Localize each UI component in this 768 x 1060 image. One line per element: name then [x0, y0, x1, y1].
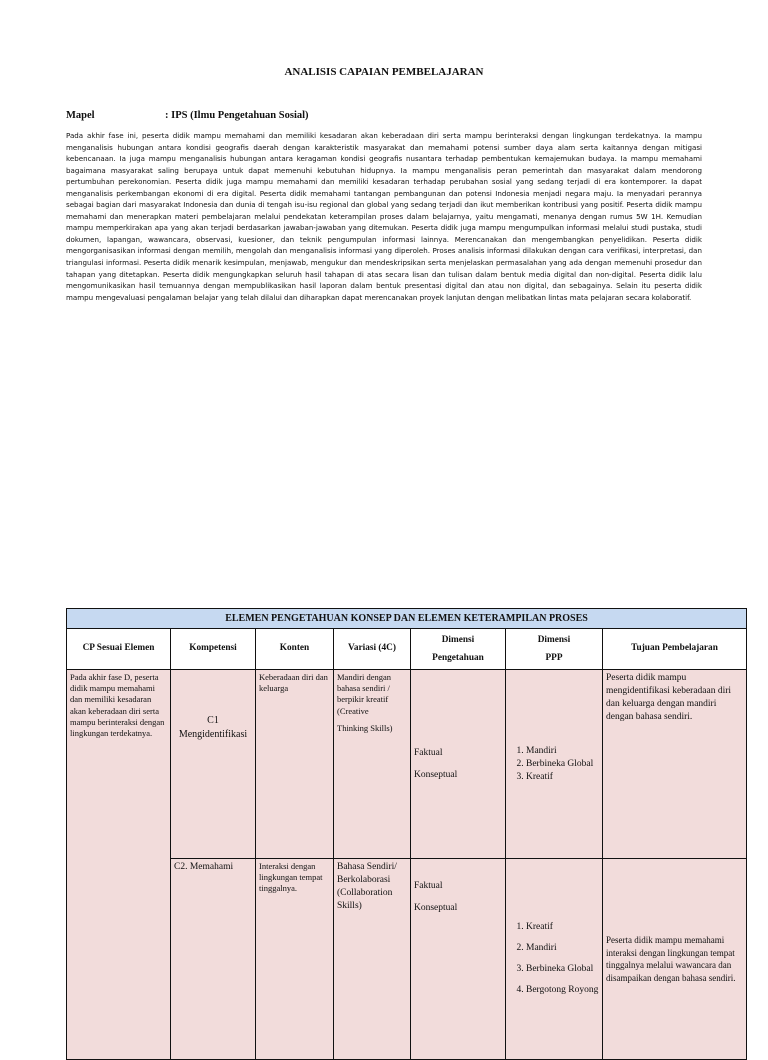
list-item: 2. Mandiri: [526, 942, 599, 955]
header-cp: CP Sesuai Elemen: [67, 629, 171, 670]
list-item: 3. Kreatif: [526, 771, 599, 784]
konten-cell: Keberadaan diri dan keluarga: [256, 670, 334, 859]
table-row: [67, 670, 747, 859]
list-item: 1. Kreatif: [526, 921, 599, 934]
konten-cell: Interaksi dengan lingkungan tempat tinggalnya.: [256, 859, 334, 1060]
mapel-value: : IPS (Ilmu Pengetahuan Sosial): [165, 110, 309, 121]
list-item: 4. Bergotong Royong: [526, 984, 599, 997]
header-dimensi-pengetahuan: [411, 629, 506, 670]
kompetensi-code: C1: [207, 715, 219, 726]
list-item: 3. Berbineka Global: [526, 963, 599, 976]
table-title-row: [67, 609, 747, 629]
dimensi-ppp-cell: [506, 670, 603, 859]
dimensi-faktual: Faktual: [414, 748, 443, 758]
cp-cell: Pada akhir fase D, peserta didik mampu memahami dan memiliki kesadaran akan keberadaan diri serta mampu berinteraksi dengan lingkungan terdekatnya.: [67, 670, 171, 1060]
dimensi-ppp-cell: [506, 859, 603, 1060]
dimensi-faktual: Faktual: [414, 881, 443, 891]
tujuan-cell: Peserta didik mampu memahami interaksi dengan lingkungan tempat tinggalnya melalui wawancara dan disampaikan dengan bahasa sendiri.: [603, 859, 747, 1060]
list-item: 1. Mandiri: [526, 745, 599, 758]
ppp-list: [509, 745, 599, 784]
variasi-text: Mandiri dengan bahasa sendiri / berpikir kreatif (Creative: [337, 672, 392, 716]
element-table: [66, 608, 747, 1060]
dimensi-pengetahuan-cell: [411, 859, 506, 1060]
dimensi-konseptual: Konseptual: [414, 903, 458, 913]
header-dimensi-ppp: [506, 629, 603, 670]
header-dimensi-ppp-line1: Dimensi: [537, 635, 571, 645]
ppp-list: [509, 921, 599, 997]
header-tujuan: Tujuan Pembelajaran: [603, 629, 747, 670]
tujuan-cell: Peserta didik mampu mengidentifikasi keberadaan diri dan keluarga dengan mandiri dengan bahasa sendiri.: [603, 670, 747, 859]
header-kompetensi: Kompetensi: [171, 629, 256, 670]
cp-description: Pada akhir fase ini, peserta didik mampu memahami dan memiliki kesadaran akan keberadaan diri serta mampu berinteraksi dengan lingkungan terdekatnya. Ia mampu menganalisis hubungan antara kondisi geografis daerah dengan karakteristik masyarakat dan memahami potensi sumber daya alam serta kaitannya dengan mitigasi kebencanaan. Ia juga mampu menganalisis hubungan antara keragaman kondisi geografis nusantara terhadap pembentukan kemajemukan budaya. Ia mampu memahami bagaimana masyarakat saling berupaya untuk dapat memenuhi kebutuhan hidupnya. Ia mampu menganalisis peran pemerintah dan masyarakat dalam mendorong pertumbuhan perekonomian. Peserta didik juga mampu memahami dan memiliki kesadaran terhadap perubahan sosial yang sedang terjadi di era kontemporer. Ia dapat menganalisis perkembangan ekonomi di era digital. Peserta didik memahami tantangan pembangunan dan potensi Indonesia menjadi negara maju. Ia menyadari perannya sebagai bagian dari masyarakat Indonesia dan dunia di tengah isu-isu regional dan global yang sedang terjadi dan ikut memberikan kontribusi yang positif. Peserta didik mampu memahami dan menerapkan materi pembelajaran melalui pendekatan keterampilan proses dalam belajarnya, yaitu mengamati, menanya dengan rumus 5W 1H. Kemudian mampu memperkirakan apa yang akan terjadi berdasarkan jawaban-jawaban yang ditemukan. Peserta didik juga mampu mengumpulkan informasi melalui studi pustaka, studi dokumen, lapangan, wawancara, observasi, kuesioner, dan teknik pengumpulan informasi lainnya. Merencanakan dan mengembangkan penyelidikan. Peserta didik mengorganisasikan informasi dengan memilih, mengolah dan menganalisis informasi yang diperoleh. Proses analisis informasi dilakukan dengan cara verifikasi, interpretasi, dan triangulasi informasi. Peserta didik menarik kesimpulan, menjawab, mengukur dan mendeskripsikan serta menjelaskan permasalahan yang ada dengan memenuhi prosedur dan tahapan yang ditetapkan. Peserta didik mengungkapkan seluruh hasil tahapan di atas secara lisan dan tulisan dalam bentuk media digital dan non-digital. Peserta didik lalu mengomunikasikan hasil temuannya dengan mempublikasikan hasil laporan dalam bentuk presentasi digital dan atau non digital, dan sebagainya. Selain itu peserta didik mampu mengevaluasi pengalaman belajar yang telah dilalui dan diharapkan dapat merencanakan proyek lanjutan dengan melibatkan lintas mata pelajaran secara kolaboratif.: [66, 131, 702, 302]
mapel-label: Mapel: [66, 110, 95, 121]
dimensi-pengetahuan-cell: [411, 670, 506, 859]
variasi-text-2: Thinking Skills): [337, 722, 393, 733]
table-title: ELEMEN PENGETAHUAN KONSEP DAN ELEMEN KETERAMPILAN PROSES: [67, 609, 747, 629]
header-konten: Konten: [256, 629, 334, 670]
kompetensi-label: Mengidentifikasi: [178, 729, 248, 740]
header-dimensi-pengetahuan-line1: Dimensi: [441, 635, 475, 645]
kompetensi-cell: [171, 670, 256, 859]
header-dimensi-ppp-line2: PPP: [545, 653, 563, 663]
variasi-cell: [334, 670, 411, 859]
header-variasi: Variasi (4C): [334, 629, 411, 670]
header-dimensi-pengetahuan-line2: Pengetahuan: [432, 653, 484, 663]
document-title: ANALISIS CAPAIAN PEMBELAJARAN: [284, 66, 484, 78]
table-header-row: [67, 629, 747, 670]
dimensi-konseptual: Konseptual: [414, 770, 458, 780]
list-item: 2. Berbineka Global: [526, 758, 599, 771]
kompetensi-cell: C2. Memahami: [171, 859, 256, 1060]
variasi-cell: Bahasa Sendiri/ Berkolaborasi (Collaboration Skills): [334, 859, 411, 1060]
